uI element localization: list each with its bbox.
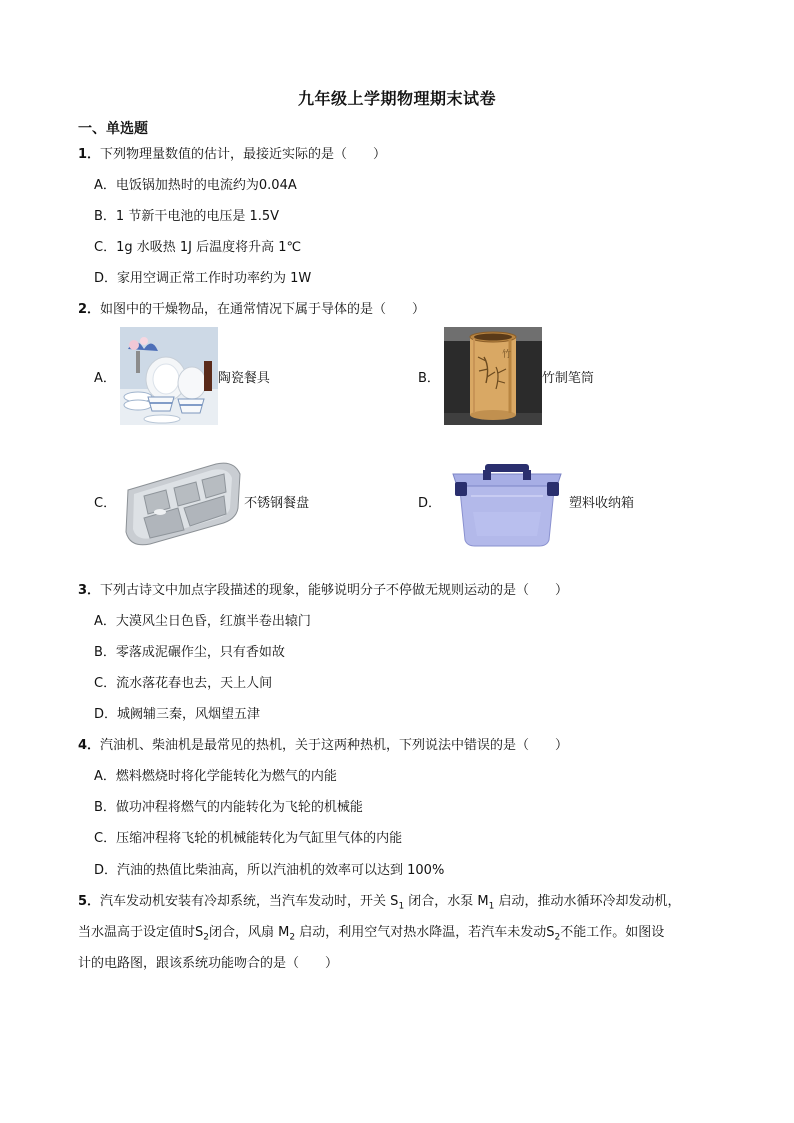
option-letter: D． bbox=[418, 495, 442, 511]
subscript: 1 bbox=[488, 901, 495, 912]
page-title: 九年级上学期物理期末试卷 bbox=[297, 89, 496, 108]
q2-option-d bbox=[418, 452, 634, 550]
q1-option-d: D．家用空调正常工作时功率约为 1W bbox=[94, 271, 312, 286]
question-stem: 下列古诗文中加点字段描述的现象，能够说明分子不停做无规则运动的是（ ） bbox=[100, 583, 569, 598]
stem-text: 启动，推动水循环冷却发动机， bbox=[494, 894, 681, 909]
bamboo-pen-holder-image bbox=[444, 327, 542, 425]
q4-option-b: B．做功冲程将燃气的内能转化为飞轮的机械能 bbox=[94, 800, 363, 815]
question-number: 3． bbox=[78, 583, 101, 598]
option-label: 竹制笔筒 bbox=[541, 370, 594, 386]
question-stem: 汽油机、柴油机是最常见的热机，关于这两种热机，下列说法中错误的是（ ） bbox=[100, 738, 569, 753]
question-number: 4． bbox=[78, 738, 101, 753]
q2-option-b bbox=[418, 327, 594, 425]
question-5-line-1 bbox=[78, 893, 681, 911]
option-label: 陶瓷餐具 bbox=[217, 370, 270, 386]
question-number: 5． bbox=[78, 894, 101, 909]
question-3 bbox=[78, 582, 568, 600]
question-4 bbox=[78, 737, 568, 755]
subscript: 2 bbox=[203, 932, 209, 943]
question-stem: 如图中的干燥物品，在通常情况下属于导体的是（ ） bbox=[100, 302, 426, 317]
question-5-line-2 bbox=[78, 924, 664, 942]
question-2 bbox=[78, 301, 425, 319]
option-label: 塑料收纳箱 bbox=[569, 495, 635, 511]
q3-option-d: D．城阙辅三秦，风烟望五津 bbox=[94, 707, 261, 722]
q4-option-a: A．燃料燃烧时将化学能转化为燃气的内能 bbox=[94, 769, 337, 784]
option-letter: C． bbox=[94, 495, 117, 511]
section-heading: 一、单选题 bbox=[78, 121, 148, 137]
q3-option-c: C．流水落花春也去，天上人间 bbox=[94, 676, 273, 691]
option-letter: B． bbox=[418, 370, 440, 386]
option-label: 不锈钢餐盘 bbox=[244, 495, 310, 511]
q2-option-a bbox=[94, 327, 270, 425]
subscript: 2 bbox=[289, 932, 296, 943]
subscript: 1 bbox=[398, 901, 405, 912]
ceramic-tableware-image bbox=[120, 327, 218, 425]
q1-option-a: A．电饭锅加热时的电流约为0.04A bbox=[94, 178, 297, 193]
plastic-box-image bbox=[445, 452, 569, 550]
question-number: 1． bbox=[78, 147, 101, 162]
question-number: 2． bbox=[78, 302, 101, 317]
question-stem: 下列物理量数值的估计，最接近实际的是（ ） bbox=[100, 147, 387, 162]
q1-option-b: B．1 节新干电池的电压是 1.5V bbox=[94, 209, 280, 224]
option-letter: A． bbox=[94, 370, 116, 386]
question-1 bbox=[78, 146, 386, 164]
question-5-line-3: 计的电路图，跟该系统功能吻合的是（ ） bbox=[78, 956, 339, 971]
q3-option-b: B．零落成泥碾作尘，只有香如故 bbox=[94, 645, 285, 660]
stem-text: 不能工作。如图设 bbox=[560, 925, 665, 940]
stem-text: 闭合，风扇 M bbox=[209, 925, 290, 940]
steel-tray-image bbox=[120, 452, 244, 550]
q4-option-c: C．压缩冲程将飞轮的机械能转化为气缸里气体的内能 bbox=[94, 831, 403, 846]
stem-text: 闭合，水泵 M bbox=[404, 894, 489, 909]
q2-option-c bbox=[94, 452, 309, 550]
svg-text:竹: 竹 bbox=[501, 350, 511, 360]
q1-option-c: C．1g 水吸热 1J 后温度将升高 1℃ bbox=[94, 240, 302, 255]
stem-text: 当水温高于设定值时S bbox=[78, 925, 204, 940]
stem-text: 汽车发动机安装有冷却系统，当汽车发动时，开关 S bbox=[100, 894, 399, 909]
subscript: 2 bbox=[554, 932, 561, 943]
q3-option-a: A．大漠风尘日色昏，红旗半卷出辕门 bbox=[94, 614, 311, 629]
stem-text: 启动，利用空气对热水降温，若汽车未发动S bbox=[295, 925, 555, 940]
q4-option-d: D．汽油的热值比柴油高，所以汽油机的效率可以达到 100% bbox=[94, 863, 445, 878]
